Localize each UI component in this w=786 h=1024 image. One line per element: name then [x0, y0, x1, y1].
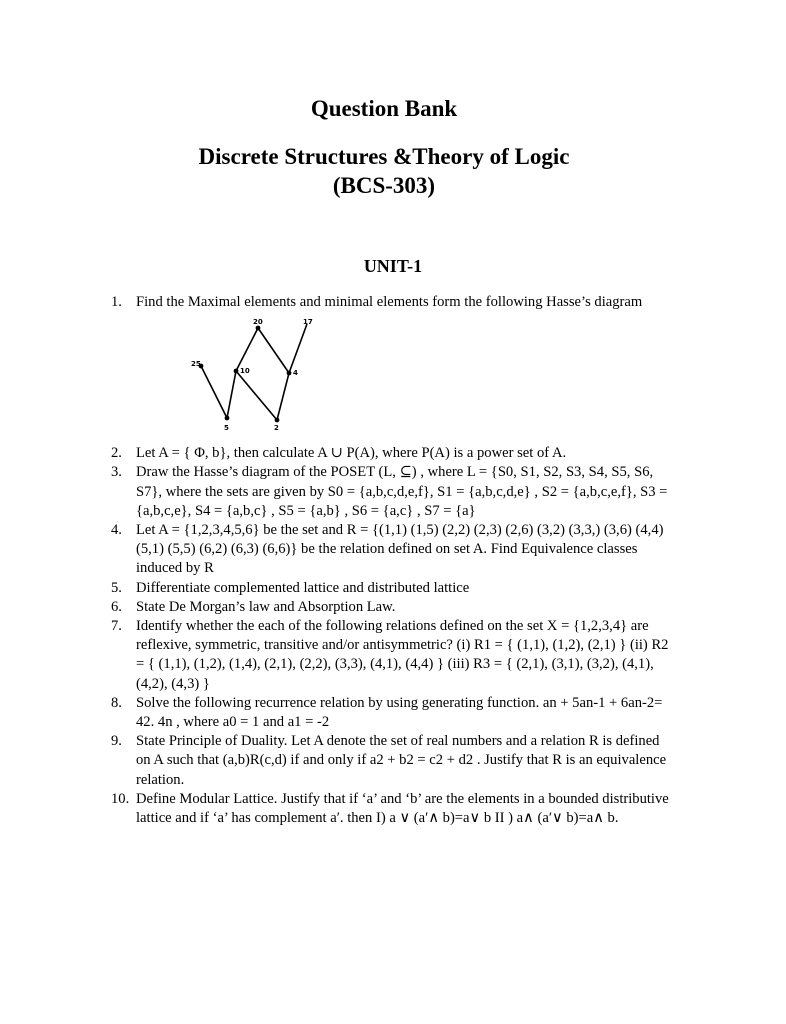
- hasse-node: [287, 371, 292, 376]
- hasse-node-label: 4: [293, 369, 298, 378]
- hasse-node-label: 5: [224, 424, 229, 433]
- question-item-3: [111, 463, 671, 521]
- hasse-node-label: 25: [191, 360, 201, 369]
- unit-heading: UNIT-1: [363, 256, 423, 276]
- question-number: 7.: [111, 618, 122, 635]
- hasse-edge: [258, 328, 289, 373]
- question-text: Differentiate complemented lattice and distributed lattice: [136, 579, 470, 596]
- question-number: 5.: [111, 579, 122, 596]
- hasse-node-label: 10: [240, 367, 250, 376]
- question-text: Let A = { Φ, b}, then calculate A ∪ P(A), where P(A) is a power set of A.: [136, 445, 567, 462]
- question-item-4: [111, 521, 671, 579]
- hasse-node: [234, 369, 239, 374]
- question-text: Define Modular Lattice. Justify that if ‘a’ and ‘b’ are the elements in a bounded distributive lattice and if ‘a’ has complement a′. then I) a ∨ (a′∧ b)=a∨ b II ) a∧ (a′∨ b)=a∧ b.: [136, 790, 669, 827]
- hasse-diagram: [169, 316, 313, 436]
- question-number: 2.: [111, 445, 122, 462]
- hasse-edge: [201, 366, 227, 418]
- question-item-6: [111, 598, 671, 617]
- question-item-9: [111, 732, 671, 790]
- hasse-edge: [236, 371, 277, 420]
- question-text: Draw the Hasse’s diagram of the POSET (L, ⊆) , where L = {S0, S1, S2, S3, S4, S5, S6, S7}, where the sets are given by S0 = {a,b,c,d,e,f}, S1 = {a,b,c,d,e} , S2 = {a,b,c,e,f}, S3 = {a,b,c,e}, S4 = {a,b,c} , S5 = {a,b} , S6 = {a,c} , S7 = {a}: [136, 464, 668, 519]
- hasse-node-label: 20: [253, 318, 263, 327]
- hasse-edge: [236, 328, 258, 371]
- question-item-8: [111, 694, 671, 732]
- question-text: Identify whether the each of the following relations defined on the set X = {1,2,3,4} are reflexive, symmetric, transitive and/or antisymmetric? (i) R1 = { (1,1), (1,2), (2,1) } (ii) R2 = { (1,1), (1,2), (1,4), (2,1), (2,2), (3,3), (4,1), (4,4) } (iii) R3 = { (2,1), (3,1), (3,2), (4,1), (4,2), (4,3) }: [136, 618, 669, 692]
- question-number: 8.: [111, 694, 122, 711]
- question-number: 4.: [111, 522, 122, 539]
- question-item-2: [111, 444, 671, 463]
- hasse-node: [275, 418, 280, 423]
- page-title: Question Bank: [310, 96, 458, 121]
- question-text: Let A = {1,2,3,4,5,6} be the set and R = {(1,1) (1,5) (2,2) (2,3) (2,6) (3,2) (3,3,) (3,6) (4,4) (5,1) (5,5) (6,2) (6,3) (6,6)} be the relation defined on set A. Find Equivalence classes induced by R: [136, 522, 664, 577]
- hasse-edge: [227, 371, 236, 418]
- question-number: 3.: [111, 464, 122, 481]
- question-text: Solve the following recurrence relation by using generating function. an + 5an-1 + 6an-2= 42. 4n , where a0 = 1 and a1 = -2: [136, 694, 663, 731]
- question-text: State De Morgan’s law and Absorption Law.: [136, 598, 396, 615]
- question-number: 6.: [111, 598, 122, 615]
- question-item-10: [111, 790, 671, 828]
- question-number: 1.: [111, 294, 122, 310]
- question-list: [111, 293, 671, 828]
- question-text: Find the Maximal elements and minimal elements form the following Hasse’s diagram: [136, 294, 643, 310]
- course-code: (BCS-303): [332, 173, 436, 198]
- question-item-5: [111, 579, 671, 598]
- hasse-node-label: 17: [303, 318, 313, 327]
- hasse-node-label: 2: [274, 424, 279, 433]
- question-item-1: [111, 293, 671, 436]
- question-number: 10.: [111, 790, 130, 807]
- question-item-7: [111, 617, 671, 694]
- hasse-node: [225, 416, 230, 421]
- hasse-node: [256, 326, 261, 331]
- hasse-edge: [277, 373, 289, 420]
- question-number: 9.: [111, 733, 122, 750]
- course-title: Discrete Structures &Theory of Logic: [198, 144, 570, 169]
- question-text: State Principle of Duality. Let A denote the set of real numbers and a relation R is defined on A such that (a,b)R(c,d) if and only if a2 + b2 = c2 + d2 . Justify that R is an equivalence relation.: [136, 733, 667, 788]
- hasse-edge: [289, 324, 307, 373]
